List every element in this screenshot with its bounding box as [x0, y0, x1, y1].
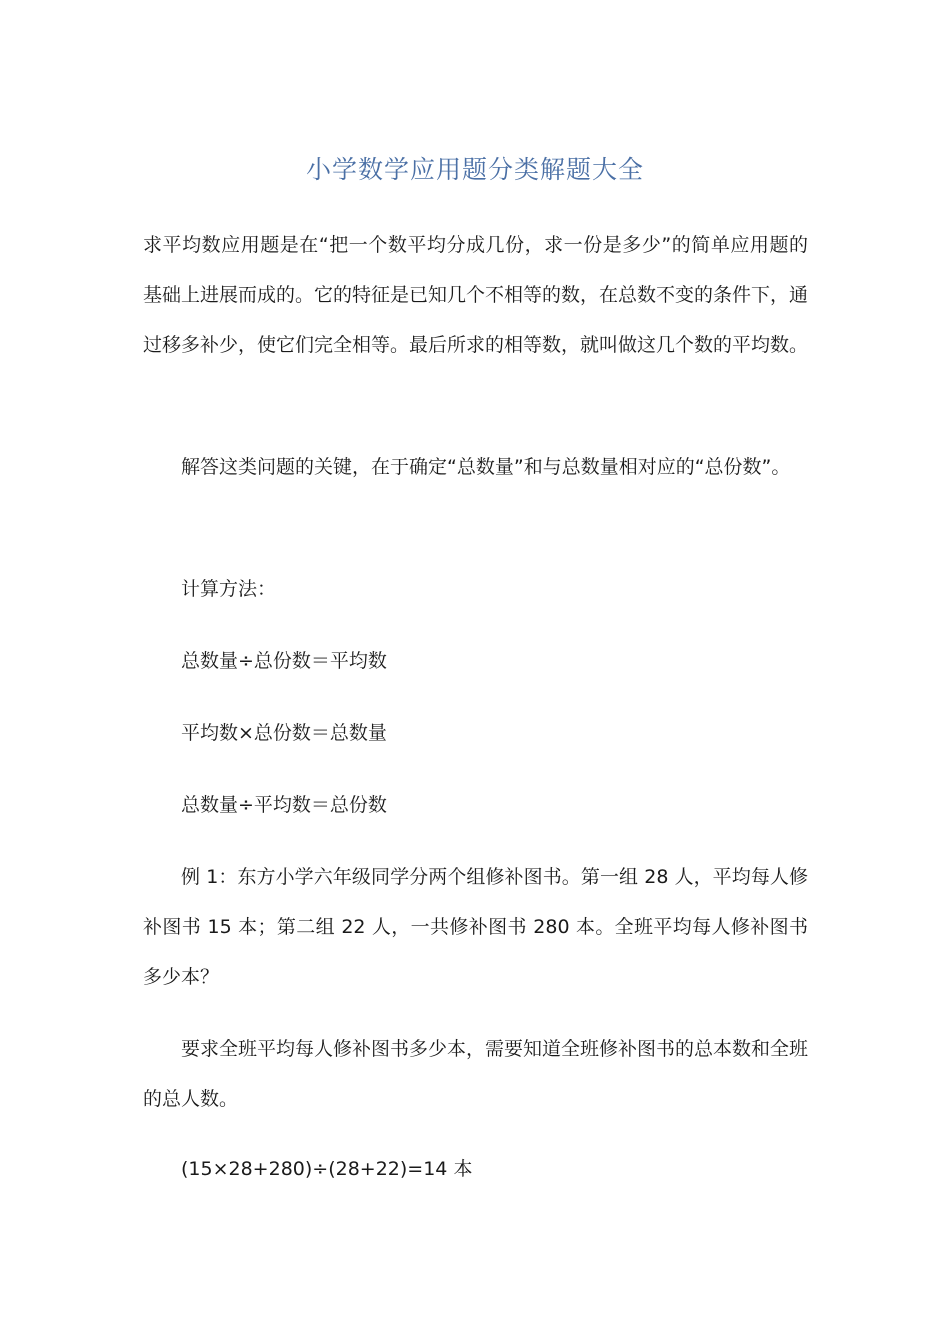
- formula-total: 平均数×总份数＝总数量: [181, 722, 387, 744]
- method-heading: 计算方法：: [181, 578, 277, 600]
- formula-parts: 总数量÷平均数＝总份数: [181, 794, 387, 816]
- document-title: 小学数学应用题分类解题大全: [305, 155, 644, 184]
- example-1-paragraph: 例 1：东方小学六年级同学分两个组修补图书。第一组 28 人，平均每人修补图书 15 本；第二组 22 人，一共修补图书 280 本。全班平均每人修补图书多少本？: [143, 866, 808, 988]
- formula-average: 总数量÷总份数＝平均数: [181, 650, 387, 672]
- key-point-paragraph: 解答这类问题的关键，在于确定“总数量”和与总数量相对应的“总份数”。: [181, 456, 791, 478]
- intro-paragraph: 求平均数应用题是在“把一个数平均分成几份，求一份是多少”的简单应用题的基础上进展而成的。它的特征是已知几个不相等的数，在总数不变的条件下，通过移多补少，使它们完全相等。最后所求的相等数，就叫做这几个数的平均数。: [143, 234, 809, 356]
- solution-1-formula: (15×28+280)÷(28+22)=14 本: [181, 1158, 473, 1180]
- analysis-1-paragraph: 要求全班平均每人修补图书多少本，需要知道全班修补图书的总本数和全班的总人数。: [143, 1038, 809, 1110]
